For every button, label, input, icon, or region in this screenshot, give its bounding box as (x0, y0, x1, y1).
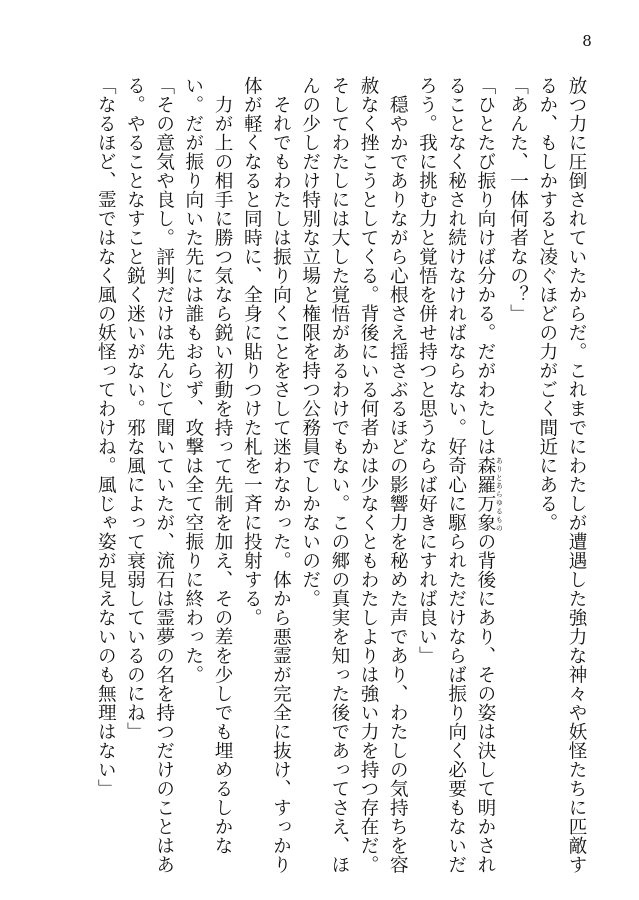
paragraph-text: 放つ力に圧倒されていたからだ。これまでにわたしが遭遇した強力な神々や妖怪たちに匹敵するか、もしかすると凌ぐほどの力がごく間近にある。 (536, 76, 587, 874)
paragraph (237, 76, 295, 876)
body-text (31, 76, 591, 876)
paragraph-text: 「その意気や良し。評判だけは先んじて聞いていたが、流石は霊夢の名を持つだけのことはある。やることなすこと鋭く迷いがない。邪な風によって衰弱しているのにね」 (124, 76, 175, 874)
paragraph-text: それでもわたしは振り向くことをさして迷わなかった。体から悪霊が完全に抜け、すっかり体が軽くなると同時に、全身に貼りつけた札を一斉に投射する。 (241, 76, 292, 874)
paragraph-text: 「なるほど、霊ではなく風の妖怪ってわけね。風じゃ姿が見えないのも無理はない」 (95, 76, 117, 798)
page-number: 8 (582, 32, 592, 50)
paragraph (120, 76, 178, 876)
paragraph (91, 76, 120, 876)
paragraph (179, 76, 237, 876)
paragraph-text: 力が上の相手に勝つ気なら鋭い初動を持って先制を加え、その差を少しでも埋めるしかない。だが振り向いた先には誰もおらず、攻撃は全て空振りに終わった。 (182, 76, 234, 855)
paragraph (533, 76, 591, 876)
paragraph (412, 76, 503, 876)
paragraph-text: 穏やかでありながら心根さえ揺さぶるほどの影響力を秘めた声であり、わたしの気持ちを容赦なく挫こうとしてくる。背後にいる何者かは少なくともわたしよりは強い力を持つ存在だ。そしてわたしには大した覚悟があるわけでもない。この郷の真実を知った後であってさえ、ほんの少しだけ特別な立場と権限を持つ公務員でしかないのだ。 (299, 76, 409, 874)
ruby-reading: ありとあらゆるもの (495, 456, 504, 532)
ruby-annotation (474, 456, 504, 532)
paragraph (295, 76, 412, 876)
paragraph (503, 76, 532, 876)
paragraph-text: 「ひとたび振り向けば分かる。だがわたしは (474, 76, 496, 456)
paragraph-text-after: の背後にあり、その姿は決して明かされることなく秘され続けなければならない。好奇心に駆られただけならば振り向く必要もないだろう。我に挑む力と覚悟を併せ持つと思うならば好きにすれば良い」 (416, 76, 496, 874)
paragraph-text: 「あんた、一体何者なの？」 (507, 76, 529, 323)
ruby-base: 森羅万象 (474, 456, 496, 532)
